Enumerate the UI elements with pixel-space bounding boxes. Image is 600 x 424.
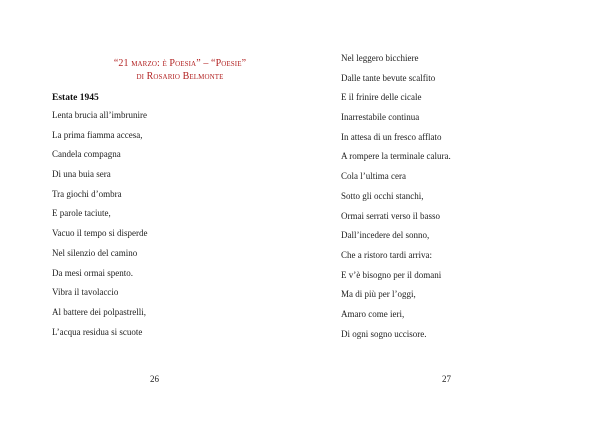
verse-line: Che a ristoro tardi arriva: — [341, 249, 432, 260]
verse-line: Di una buia sera — [52, 169, 111, 180]
verse-line: Amaro come ieri, — [341, 308, 405, 319]
verse-line: In attesa di un fresco afflato — [341, 131, 442, 142]
verse-line: A rompere la terminale calura. — [341, 151, 451, 162]
verse-line: Inarrestabile continua — [341, 112, 420, 123]
verse-line: Candela compagna — [52, 149, 121, 160]
poem-lines-left — [52, 109, 147, 345]
verse-line: Dall’incedere del sonno, — [341, 230, 430, 241]
verse-line: Cola l’ultima cera — [341, 171, 406, 182]
verse-line: Da mesi ormai spento. — [52, 267, 133, 278]
verse-line: Vacuo il tempo si disperde — [52, 228, 148, 239]
verse-line: Di ogni sogno uccisore. — [341, 328, 427, 339]
page-number-left: 26 — [150, 374, 159, 384]
poem-title: Estate 1945 — [52, 93, 99, 103]
heading-line-2: di Rosario Belmonte — [136, 71, 224, 82]
verse-line: Nel silenzio del camino — [52, 247, 138, 258]
verse-line: Lenta brucia all’imbrunire — [52, 110, 147, 120]
verse-line: Sotto gli occhi stanchi, — [341, 190, 424, 201]
verse-line: E v’è bisogno per il domani — [341, 269, 442, 280]
right-page — [300, 0, 600, 424]
page-number-right: 27 — [442, 374, 451, 384]
verse-line: E parole taciute, — [52, 208, 111, 219]
poem-heading — [52, 57, 308, 83]
verse-line: E il frinire delle cicale — [341, 92, 422, 103]
verse-line: Dalle tante bevute scalfito — [341, 72, 436, 83]
verse-line: Tra giochi d’ombra — [52, 188, 122, 199]
heading-line-1: “21 marzo: è Poesia” – “Poesie” — [113, 58, 247, 69]
verse-line: Ormai serrati verso il basso — [341, 210, 440, 221]
verse-line: Ma di più per l’oggi, — [341, 289, 416, 300]
verse-line: Nel leggero bicchiere — [341, 53, 419, 63]
verse-line: L’acqua residua si scuote — [52, 326, 143, 337]
poem-lines-right — [341, 52, 451, 347]
verse-line: La prima fiamma accesa, — [52, 129, 143, 140]
verse-line: Vibra il tavolaccio — [52, 287, 119, 298]
verse-line: Al battere dei polpastrelli, — [52, 306, 146, 317]
